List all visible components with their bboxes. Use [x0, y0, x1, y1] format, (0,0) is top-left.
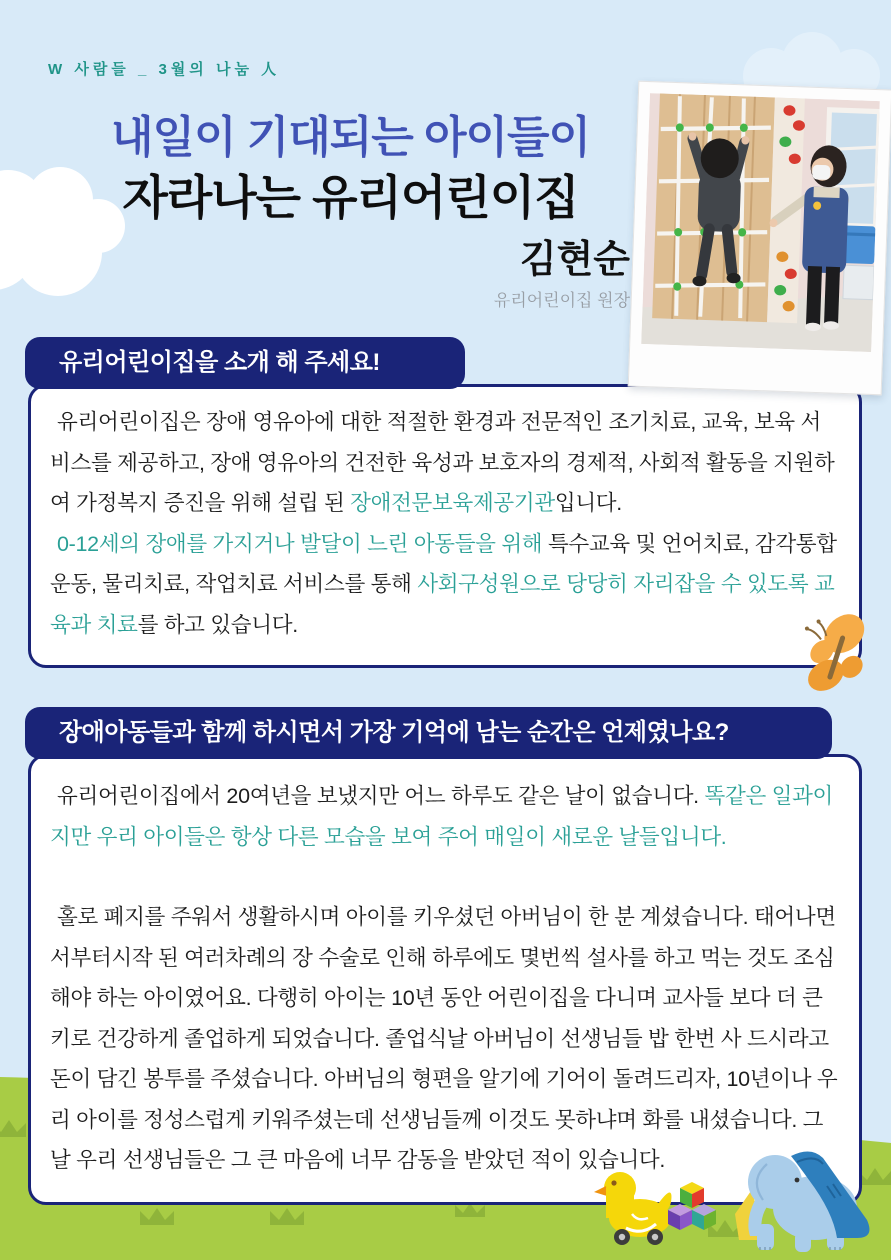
duck-toy-icon [594, 1172, 671, 1245]
title-line-2: 자라나는 유리어린이집 [122, 171, 579, 224]
eyebrow-label: W 사람들 _ 3월의 나눔 人 [48, 61, 281, 78]
person-name: 김현순 [519, 239, 630, 281]
photo-climbing-wall [628, 81, 891, 396]
butterfly-icon [793, 610, 881, 698]
question-2-text: 장애아동들과 함께 하시면서 가장 기억에 남는 순간은 언제였나요? [59, 719, 729, 746]
question-1-text: 유리어린이집을 소개 해 주세요! [59, 349, 380, 376]
toys-illustration [580, 1128, 891, 1260]
byline [494, 238, 630, 311]
answer-1-card [28, 384, 862, 668]
answer-paragraph: 유리어린이집에서 20여년을 보냈지만 어느 하루도 같은 날이 없습니다. 똑같은 일과이지만 우리 아이들은 항상 다른 모습을 보여 주어 매일이 새로운 날들입니다. [50, 784, 834, 849]
answer-paragraph: 유리어린이집은 장애 영유아에 대한 적절한 환경과 전문적인 조기치료, 교육, 보육 서비스를 제공하고, 장애 영유아의 건전한 육성과 보호자의 경제적, 사회적 활동을 지원하여 가정복지 증진을 위해 설립 된 장애전문보육제공기관입니다. [50, 410, 835, 515]
answer-paragraph: 0-12세의 장애를 가지거나 발달이 느린 아동들을 위해 특수교육 및 언어치료, 감각통합운동, 물리치료, 작업치료 서비스를 통해 사회구성원으로 당당히 자리잡을 수 있도록 교육과 치료를 하고 있습니다. [50, 531, 837, 637]
answer-paragraph: 홀로 폐지를 주워서 생활하시며 아이를 키우셨던 아버님이 한 분 계셨습니다. 태어나면서부터시작 된 여러차례의 장 수술로 인해 하루에도 몇번씩 설사를 하고 먹는 것도 조심해야 하는 아이였어요. 다행히 아이는 10년 동안 어린이집을 다니며 교사들 보다 더 큰 키로 건강하게 졸업하게 되었습니다. 졸업식날 아버님이 선생님들 밥 한번 사 드시라고 돈이 담긴 봉투를 주셨습니다. 아버님의 형편을 알기에 기어이 돌려드리자, 10년이나 우리 아이를 정성스럽게 키워주셨는데 선생님들께 이것도 못하냐며 화를 내셨습니다. 그날 우리 선생님들은 그 큰 마음에 너무 감동을 받았던 적이 있습니다. [50, 905, 838, 1172]
question-1-pill [25, 337, 465, 389]
person-role: 유리어린이집 원장 [493, 291, 630, 310]
page-title [18, 112, 683, 226]
question-2-pill [25, 707, 832, 759]
elephant-slide-icon [735, 1151, 869, 1252]
title-line-1: 내일이 기대되는 아이들이 [111, 113, 590, 162]
blocks-toy-icon [668, 1182, 716, 1230]
